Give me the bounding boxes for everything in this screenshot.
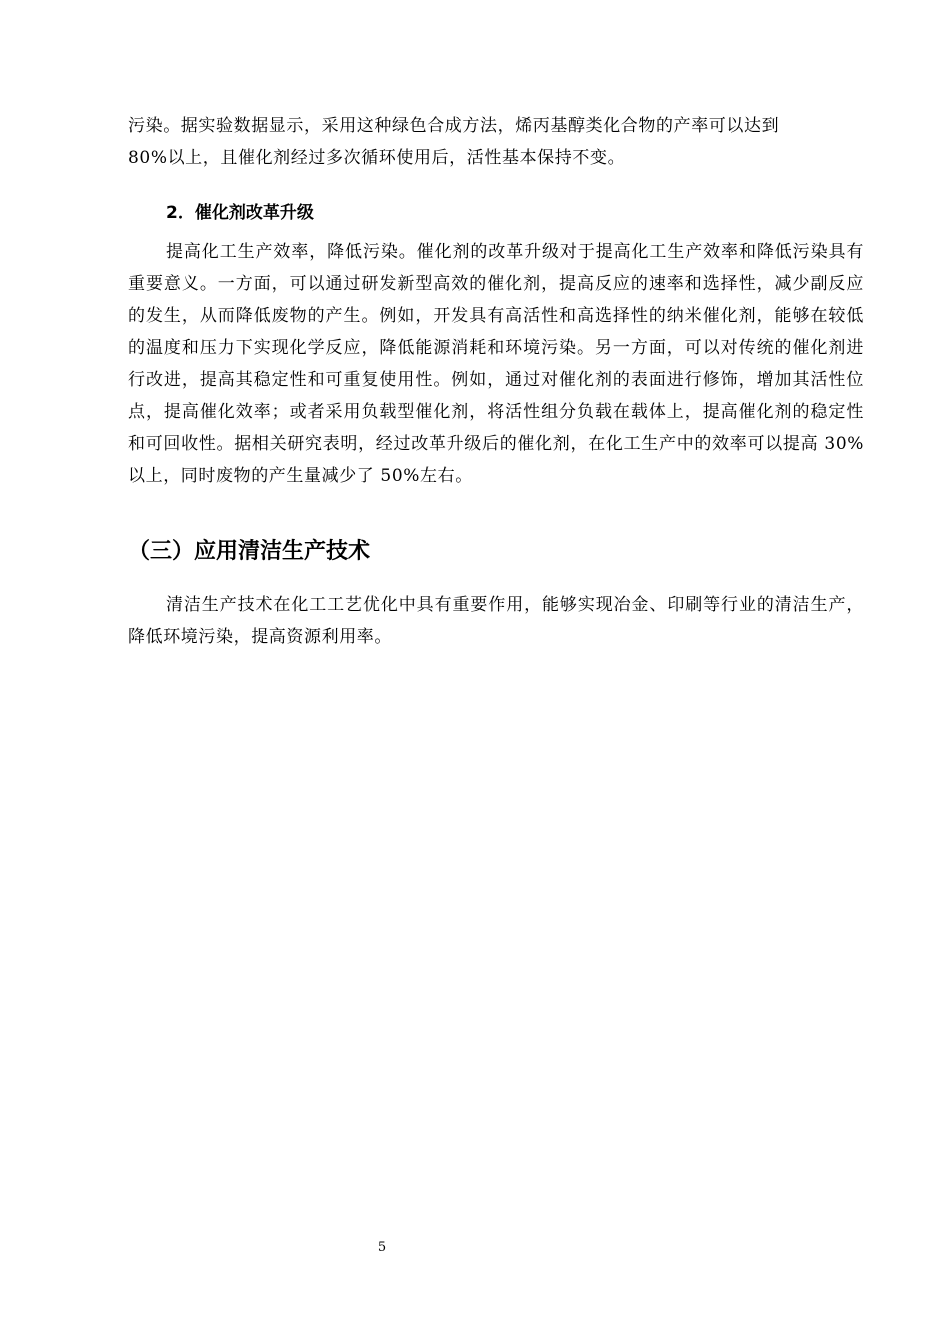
page-number: 5 [377,1240,387,1255]
paragraph-line: 污染。据实验数据显示，采用这种绿色合成方法，烯丙基醇类化合物的产率可以达到 [128,116,780,136]
subsection-heading: 2．催化剂改革升级 [166,203,314,223]
section-paragraph: 清洁生产技术在化工工艺优化中具有重要作用，能够实现冶金、印刷等行业的清洁生产，降低环境污染，提高资源利用率。 [128,595,864,647]
section-heading: （三）应用清洁生产技术 [128,539,371,564]
continuation-paragraph [128,110,864,174]
paragraph-line: 80%以上，且催化剂经过多次循环使用后，活性基本保持不变。 [128,148,626,168]
subsection-paragraph: 提高化工生产效率，降低污染。催化剂的改革升级对于提高化工生产效率和降低污染具有重要意义。一方面，可以通过研发新型高效的催化剂，提高反应的速率和选择性，减少副反应的发生，从而降低废物的产生。例如，开发具有高活性和高选择性的纳米催化剂，能够在较低的温度和压力下实现化学反应，降低能源消耗和环境污染。另一方面，可以对传统的催化剂进行改进，提高其稳定性和可重复使用性。例如，通过对催化剂的表面进行修饰，增加其活性位点，提高催化效率；或者采用负载型催化剂，将活性组分负载在载体上，提高催化剂的稳定性和可回收性。据相关研究表明，经过改革升级后的催化剂，在化工生产中的效率可以提高 30%以上，同时废物的产生量减少了 50%左右。 [128,242,864,486]
